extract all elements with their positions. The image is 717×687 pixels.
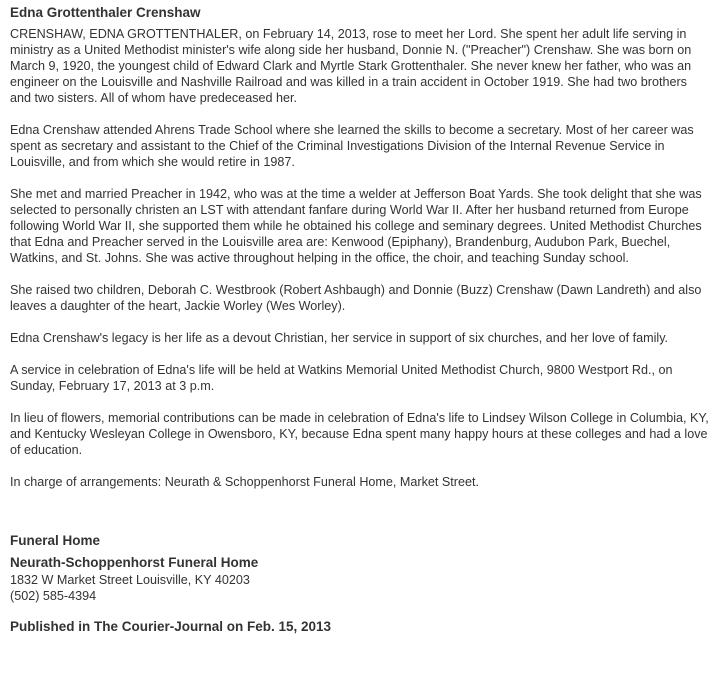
obituary-paragraph: She met and married Preacher in 1942, who was at the time a welder at Jefferson Boat Yards. She took delight that she was selected to personally christen an LST with attendant fanfare during World War II. After her husband returned from Europe following World War II, she supported them while he obtained his college and seminary degrees. United Methodist Churches that Edna and Preacher served in the Louisville area are: Kenwood (Epiphany), Brandenburg, Audubon Park, Buechel, Watkins, and St. Johns. She was active throughout helping in the office, the choir, and teaching Sunday school. bbox=[10, 187, 702, 265]
published-line: Published in The Courier-Journal on Feb. 15, 2013 bbox=[10, 619, 332, 634]
obituary-paragraph: CRENSHAW, EDNA GROTTENTHALER, on February 14, 2013, rose to meet her Lord. She spent her adult life serving in ministry as a United Methodist minister's wife along side her husband, Donnie N. ("Preacher") Crenshaw. She was born on March 9, 1920, the youngest child of Edward Clark and Myrtle Stark Grottenthaler. She never knew her father, who was an engineer on the Louisville and Nashville Railroad and was killed in a train accident in October 1919. She had two brothers and two sisters. All of whom have predeceased her. bbox=[10, 27, 692, 105]
obituary-paragraph: A service in celebration of Edna's life will be held at Watkins Memorial United Methodist Church, 9800 Westport Rd., on Sunday, February 17, 2013 at 3 p.m. bbox=[10, 363, 673, 393]
funeral-home-address: 1832 W Market Street Louisville, KY 40203 bbox=[10, 573, 250, 587]
obituary-page bbox=[10, 4, 710, 636]
obituary-paragraph: In charge of arrangements: Neurath & Schoppenhorst Funeral Home, Market Street. bbox=[10, 475, 480, 489]
obituary-paragraph: She raised two children, Deborah C. Westbrook (Robert Ashbaugh) and Donnie (Buzz) Crenshaw (Dawn Landreth) and also leaves a daughter of the heart, Jackie Worley (Wes Worley). bbox=[10, 283, 702, 313]
funeral-home-phone: (502) 585-4394 bbox=[10, 589, 97, 603]
obituary-paragraph: Edna Crenshaw attended Ahrens Trade School where she learned the skills to become a secretary. Most of her career was spent as secretary and assistant to the Chief of the Criminal Investigations Division of the Internal Revenue Service in Louisville, and from which she would retire in 1987. bbox=[10, 123, 694, 169]
obituary-paragraph: Edna Crenshaw's legacy is her life as a devout Christian, her service in support of six churches, and her love of family. bbox=[10, 331, 669, 345]
section-spacer bbox=[10, 506, 710, 532]
obituary-paragraph: In lieu of flowers, memorial contributions can be made in celebration of Edna's life to Lindsey Wilson College in Columbia, KY, and Kentucky Wesleyan College in Owensboro, KY, because Edna spent many happy hours at these colleges and had a love of education. bbox=[10, 411, 709, 457]
obituary-title: Edna Grottenthaler Crenshaw bbox=[10, 5, 201, 20]
funeral-home-heading: Funeral Home bbox=[10, 533, 101, 548]
funeral-home-name: Neurath-Schoppenhorst Funeral Home bbox=[10, 555, 259, 570]
